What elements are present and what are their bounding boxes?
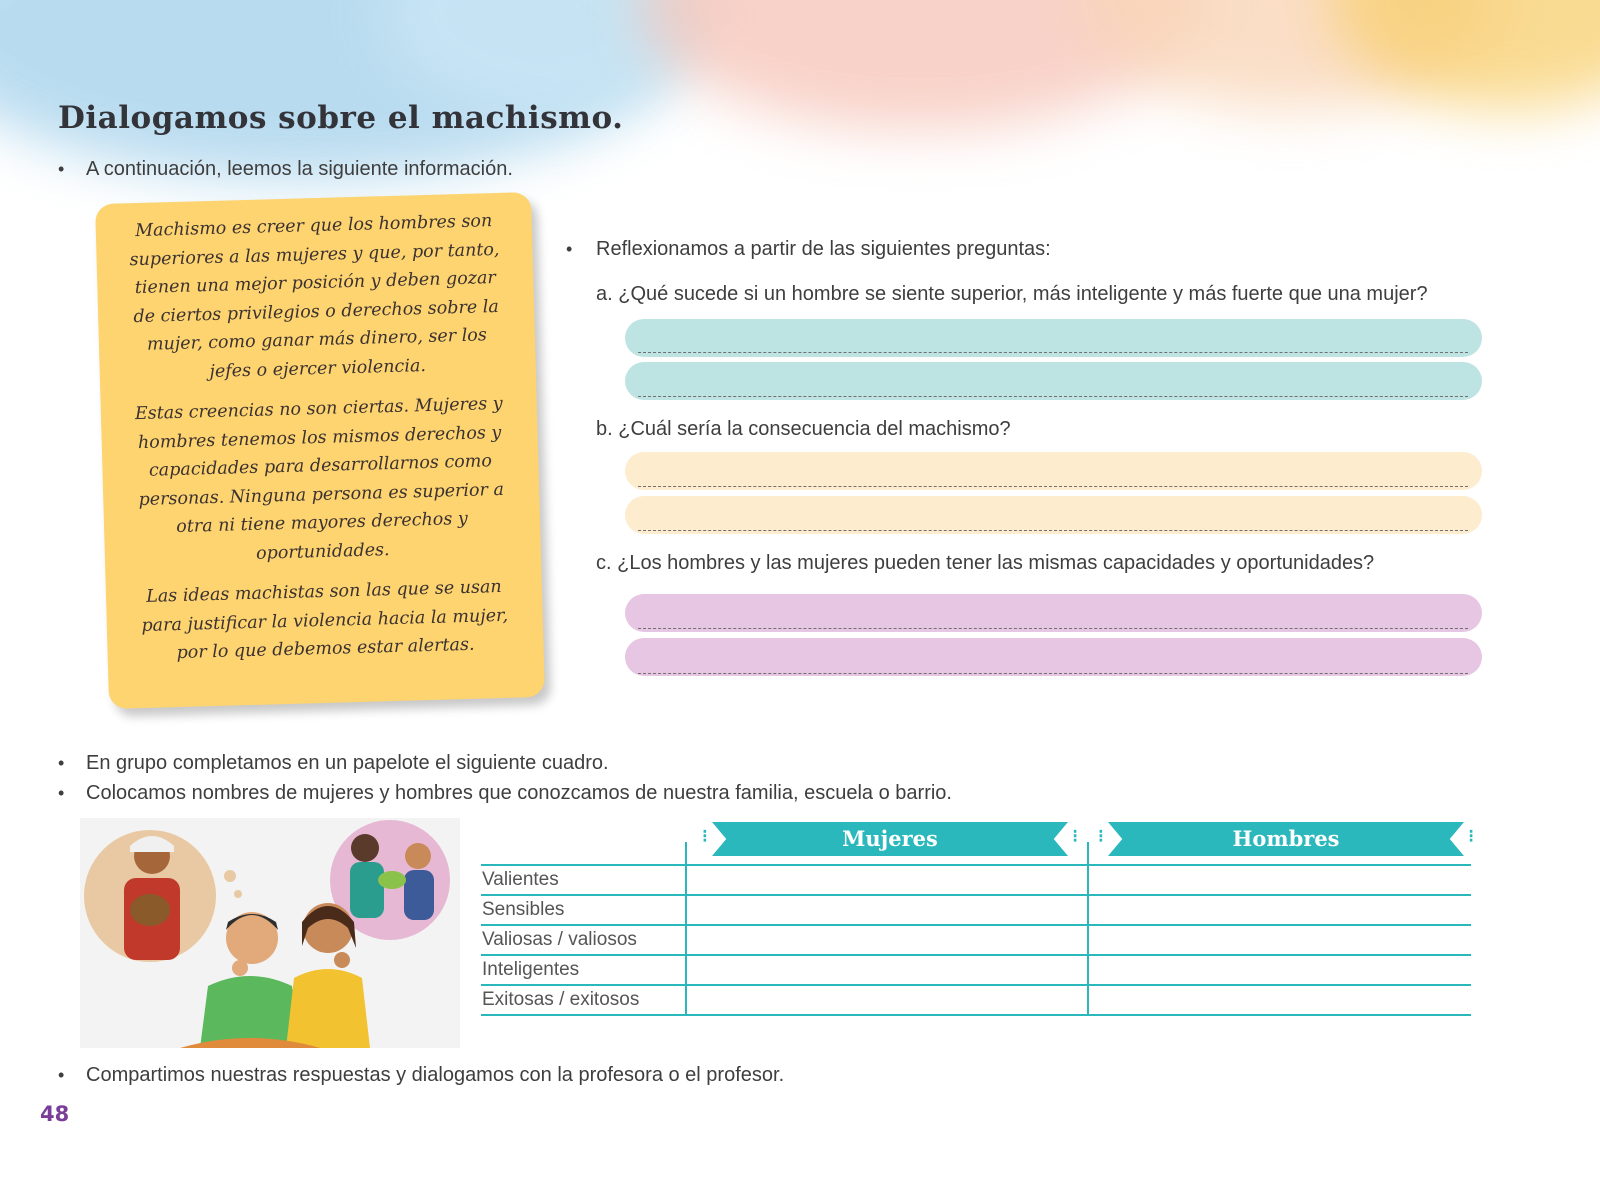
answer-line-b-1 [638,486,1468,487]
table-row-label: Sensibles [482,899,565,920]
bullet-dot: • [58,159,65,179]
bullet-dot: • [58,783,65,803]
table-row-label: Valientes [482,869,559,890]
bullet-dot: • [58,1065,65,1085]
question-b: b. ¿Cuál sería la consecuencia del machismo? [596,418,1011,440]
table-row-label: Inteligentes [482,959,580,980]
table-rule [481,984,1471,986]
table-rule [481,1014,1471,1016]
closing-bullet-text: Compartimos nuestras respuestas y dialogamos con la profesora o el profesor. [86,1064,785,1086]
sparkle-icon: ⁝ [702,826,708,846]
answer-band-a-2[interactable] [625,362,1482,400]
answer-band-c-2[interactable] [625,638,1482,676]
bullet-dot: • [58,753,65,773]
answer-line-c-1 [638,628,1468,629]
sparkle-icon: ⁝ [1468,826,1474,846]
question-c: c. ¿Los hombres y las mujeres pueden tener las mismas capacidades y oportunidades? [596,552,1375,574]
bullet-dot: • [566,239,573,259]
answer-band-b-1[interactable] [625,452,1482,490]
note-paragraph-1: Machismo es creer que los hombres son superiores a las mujeres y que, por tanto, tienen una mejor posición y deben gozar de ciertos privilegios o derechos sobre la mujer, como ganar más dinero, ser los jefes o ejercer violencia. [129,211,500,382]
table-rule [481,954,1471,956]
group-bullet-2-text: Colocamos nombres de mujeres y hombres que conozcamos de nuestra familia, escuela o barrio. [86,782,952,804]
answer-line-a-1 [638,352,1468,353]
table-rule [481,864,1471,866]
column-header-mujeres-label: Mujeres [842,826,938,851]
group-bullet-1-text: En grupo completamos en un papelote el siguiente cuadro. [86,752,609,774]
answer-line-c-2 [638,673,1468,674]
answer-line-b-2 [638,530,1468,531]
column-header-hombres-label: Hombres [1232,826,1340,851]
answer-band-c-1[interactable] [625,594,1482,632]
sparkle-icon: ⁝ [1098,826,1104,846]
intro-bullet-text: A continuación, leemos la siguiente información. [86,158,513,180]
table-divider [1087,842,1089,1016]
thought-bubble-dot [234,890,242,898]
table-divider [685,842,687,1016]
intro-bullet [58,158,513,181]
questions-intro [566,238,1051,261]
table-row-label: Valiosas / valiosos [482,929,637,950]
group-bullet-2 [58,782,952,805]
page-number: 48 [40,1102,70,1126]
closing-bullet [58,1064,784,1087]
column-header-mujeres [704,822,1076,856]
thought-bubble-dot [224,870,236,882]
table-rule [481,894,1471,896]
answer-band-b-2[interactable] [625,496,1482,534]
group-bullet-1 [58,752,609,775]
page-title: Dialogamos sobre el machismo. [58,100,624,136]
questions-intro-text: Reflexionamos a partir de las siguientes preguntas: [596,238,1051,260]
answer-line-a-2 [638,396,1468,397]
table-rule [481,924,1471,926]
machismo-info-note [95,192,545,709]
children-thinking-illustration [80,818,460,1048]
sparkle-icon: ⁝ [1072,826,1078,846]
question-a: a. ¿Qué sucede si un hombre se siente superior, más inteligente y más fuerte que una mujer? [596,283,1428,305]
table-row-label: Exitosas / exitosos [482,989,640,1010]
note-paragraph-3: Las ideas machistas son las que se usan para justificar la violencia hacia la mujer, por lo que debemos estar alertas. [141,576,509,664]
note-paragraph-2: Estas creencias no son ciertas. Mujeres y hombres tenemos los mismos derechos y capacidades para desarrollarnos como personas. Ninguna persona es superior a otra ni tiene mayores derechos y oportunidades. [134,393,505,564]
column-header-hombres [1100,822,1472,856]
